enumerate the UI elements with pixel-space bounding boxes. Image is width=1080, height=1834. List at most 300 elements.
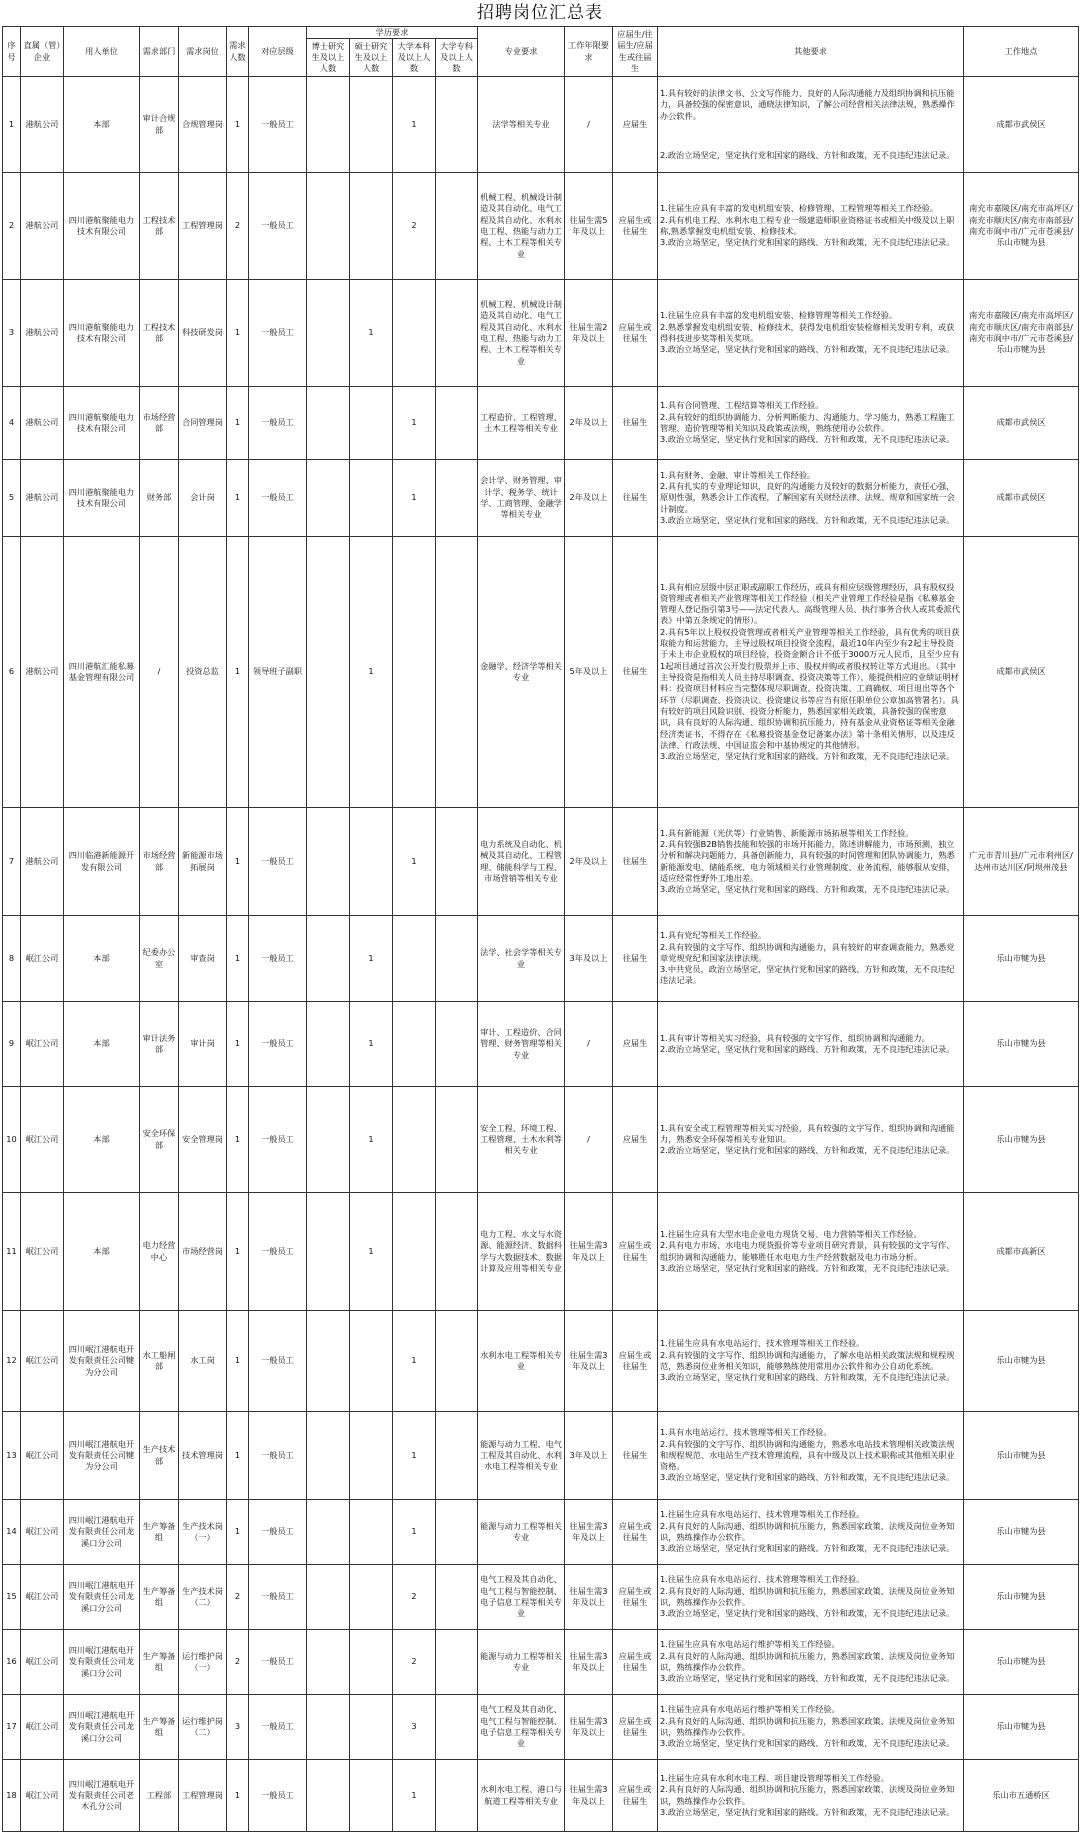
table-row	[3, 280, 1079, 387]
cell-dept: 财务部	[140, 460, 179, 537]
cell-college	[436, 173, 478, 280]
cell-employer: 四川岷江港航电开发有限责任公司龙溪口分公司	[64, 1695, 140, 1760]
cell-master	[350, 1565, 393, 1630]
requirement-line: 3.政治立场坚定，坚定执行党和国家的路线、方针和政策，无不良违纪违法记录。	[660, 1262, 955, 1273]
header-edu-group: 学历要求	[307, 27, 478, 39]
cell-college	[436, 1311, 478, 1412]
cell-level: 一般员工	[249, 173, 307, 280]
cell-position: 审查岗	[179, 916, 227, 1002]
cell-dept: 工程技术部	[140, 280, 179, 387]
cell-level: 一般员工	[249, 460, 307, 537]
cell-major: 能源与动力工程等相关专业	[478, 1500, 565, 1565]
cell-level: 一般员工	[249, 77, 307, 173]
cell-count: 2	[227, 173, 249, 280]
cell-location: 成都市武侯区	[964, 77, 1079, 173]
cell-bachelor: 3	[393, 1695, 436, 1760]
cell-count: 1	[227, 916, 249, 1002]
cell-other	[658, 1760, 964, 1832]
cell-dept: /	[140, 537, 179, 808]
cell-location: 南充市嘉陵区/南充市高坪区/南充市顺庆区/南充市南部县/南充市阆中市/广元市苍溪县/乐山市犍为县	[964, 173, 1079, 280]
header-seq: 序号	[3, 27, 21, 77]
requirement-line: 1.具有相应层级中层正职或副职工作经历，或具有相应层级管理经历，具有股权投资管理或者相关产业管理等相关工作经验（相关产业管理工作经验是指《私募基金管理人登记指引第3号——法定代表人、高级管理人员、执行事务合伙人或其委派代表》中第五条规定的情形）。	[660, 581, 960, 626]
cell-bachelor: 2	[393, 1630, 436, 1695]
cell-grad-type: 往届生	[613, 460, 658, 537]
cell-college	[436, 1193, 478, 1311]
cell-major: 机械工程、机械设计制造及其自动化、电气工程及其自动化、水利水电工程、热能与动力工程、土木工程等相关专业	[478, 280, 565, 387]
cell-count: 1	[227, 280, 249, 387]
cell-grad-type: 往届生	[613, 537, 658, 808]
cell-position: 安全管理岗	[179, 1087, 227, 1193]
cell-employer: 四川岷江港航电开发有限责任公司龙溪口分公司	[64, 1565, 140, 1630]
header-other: 其他要求	[658, 27, 964, 77]
cell-location: 乐山市犍为县	[964, 1630, 1079, 1695]
cell-grad-type: 应届生	[613, 1002, 658, 1087]
cell-phd	[307, 916, 350, 1002]
requirement-line: 2.具有良好的人际沟通、组织协调和抗压能力，熟悉国家政策、法规及岗位业务知识，熟练操作办公软件。	[660, 1520, 955, 1542]
cell-phd	[307, 1630, 350, 1695]
cell-master: 1	[350, 1193, 393, 1311]
cell-bachelor: 1	[393, 1500, 436, 1565]
cell-grad-type: 应届生或往届生	[613, 1311, 658, 1412]
cell-seq: 6	[3, 537, 21, 808]
cell-company: 港航公司	[21, 77, 64, 173]
cell-bachelor: 1	[393, 387, 436, 460]
cell-position: 工程管理岗	[179, 173, 227, 280]
recruitment-table	[2, 26, 1079, 1832]
cell-bachelor: 1	[393, 808, 436, 916]
cell-company: 港航公司	[21, 808, 64, 916]
cell-master	[350, 460, 393, 537]
cell-location: 乐山市犍为县	[964, 916, 1079, 1002]
cell-bachelor: 2	[393, 173, 436, 280]
cell-level: 一般员工	[249, 916, 307, 1002]
requirement-line: 3.政治立场坚定，坚定执行党和国家的路线、方针和政策，无不良违纪违法记录。	[660, 1738, 955, 1749]
header-major: 专业要求	[478, 27, 565, 77]
cell-master: 1	[350, 916, 393, 1002]
requirement-line: 2.具有良好的人际沟通、组织协调和抗压能力，熟悉国家政策、法规及岗位业务知识，熟练操作办公软件。	[660, 1585, 955, 1607]
requirement-line: 2.具有较强B2B销售技能和较强的市场开拓能力，陈述讲解能力，市场预测，独立分析和解决问题能力，具备创新能力，具有较强的时间管理和团队协调能力，熟悉新能源发电、储能系统、电力领域相关行业管理制度、业务流程，能够服从安排，适应经常性野外工地出差。	[660, 838, 955, 883]
table-row	[3, 1193, 1079, 1311]
requirement-line: 3.政治立场坚定，坚定执行党和国家的路线、方针和政策，无不良违纪违法记录。	[660, 237, 955, 248]
cell-company: 岷江公司	[21, 1760, 64, 1832]
requirement-line: 2.具有5年以上股权投资管理或者相关产业管理等相关工作经验，具有优秀的项目获取能力和运营能力，主导过股权项目投资全流程，最近10年内至少有2起主导投资于未上市企业股权的项目经验，投资金额合计不低于3000万元人民币，且至少应有1起项目通过首次公开发行股票并上市、股权并购或者股权转让等方式退出。（其中主导投资是指相关人员主持尽职调查、投资决策等工作），能提供相应的业绩证明材料：投资项目材料应当完整体现尽职调查、投资决策、工商确权、项目退出等各个环节（尽职调查、投资决议、投资建议书等应当有原任职单位公章加高管署名）。具有较好的项目风险识别、投资分析能力，熟悉国家相关政策，具备较强的保密意识，具有良好的人际沟通、组织协调和抗压能力，持有基金从业资格证等相关金融经济类证书，不得存在《私募投资基金登记备案办法》第十条相关情形，以及违反法律、行政法规、中国证监会和中基协规定的其他情形。	[660, 626, 960, 750]
cell-dept: 电力经营中心	[140, 1193, 179, 1311]
cell-master	[350, 1311, 393, 1412]
cell-seq: 5	[3, 460, 21, 537]
cell-company: 岷江公司	[21, 1500, 64, 1565]
cell-college	[436, 1002, 478, 1087]
table-row	[3, 916, 1079, 1002]
cell-other	[658, 280, 964, 387]
cell-seq: 17	[3, 1695, 21, 1760]
cell-dept: 生产筹备组	[140, 1500, 179, 1565]
cell-employer: 本部	[64, 1087, 140, 1193]
requirement-line: 1.往届生应具有大型水电企业电力现货交易、电力营销等相关工作经验。	[660, 1228, 922, 1239]
cell-level: 一般员工	[249, 808, 307, 916]
header-position: 需求岗位	[179, 27, 227, 77]
requirement-line: 2.具有良好的人际沟通、组织协调和抗压能力，熟悉国家政策、法规及岗位业务知识，熟练操作办公软件。	[660, 1715, 955, 1737]
cell-phd	[307, 808, 350, 916]
cell-experience: 2年及以上	[565, 460, 613, 537]
cell-major: 法学等相关专业	[478, 77, 565, 173]
requirement-line: 3.政治立场坚定，坚定执行党和国家的路线、方针和政策，无不良违纪违法记录。	[660, 751, 955, 762]
requirement-line: 2.具有良好的人际沟通、组织协调和抗压能力，熟悉国家政策、法规及岗位业务知识，熟练操作办公软件。	[660, 1650, 955, 1672]
header-row-1	[3, 27, 1079, 39]
cell-position: 运行维护岗（二）	[179, 1695, 227, 1760]
cell-employer: 四川岷江港航电开发有限责任公司犍为分公司	[64, 1311, 140, 1412]
cell-company: 岷江公司	[21, 1565, 64, 1630]
requirement-line: 3.政治立场坚定，坚定执行党和国家的路线、方针和政策，无不良违纪违法记录。	[660, 884, 955, 895]
cell-location: 成都市高新区	[964, 1193, 1079, 1311]
cell-grad-type: 往届生	[613, 1412, 658, 1500]
cell-grad-type: 应届生或往届生	[613, 1500, 658, 1565]
cell-company: 岷江公司	[21, 1412, 64, 1500]
cell-experience: 3年及以上	[565, 1412, 613, 1500]
cell-major: 工程造价、工程管理、土木工程等相关专业	[478, 387, 565, 460]
table-row	[3, 387, 1079, 460]
cell-grad-type: 应届生或往届生	[613, 1630, 658, 1695]
cell-major: 能源与动力工程、电气工程及其自动化、水利水电工程等相关专业	[478, 1412, 565, 1500]
cell-level: 领导班子副职	[249, 537, 307, 808]
cell-experience: 2年及以上	[565, 387, 613, 460]
cell-bachelor	[393, 1002, 436, 1087]
cell-major: 水利水电工程、港口与航道工程等相关专业	[478, 1760, 565, 1832]
cell-position: 科技研发岗	[179, 280, 227, 387]
cell-seq: 15	[3, 1565, 21, 1630]
cell-employer: 本部	[64, 77, 140, 173]
cell-company: 岷江公司	[21, 1695, 64, 1760]
cell-position: 水工岗	[179, 1311, 227, 1412]
cell-college	[436, 280, 478, 387]
cell-employer: 四川港航聚能电力技术有限公司	[64, 173, 140, 280]
table-row	[3, 1565, 1079, 1630]
cell-position: 合规管理岗	[179, 77, 227, 173]
header-dept: 需求部门	[140, 27, 179, 77]
cell-level: 一般员工	[249, 1760, 307, 1832]
table-row	[3, 808, 1079, 916]
cell-dept: 纪委办公室	[140, 916, 179, 1002]
cell-other	[658, 1412, 964, 1500]
cell-seq: 2	[3, 173, 21, 280]
cell-grad-type: 应届生或往届生	[613, 1695, 658, 1760]
cell-grad-type: 应届生或往届生	[613, 1565, 658, 1630]
header-phd: 博士研究生及以上人数	[307, 39, 350, 77]
requirement-line: 1.具有财务、金融、审计等相关工作经验。	[660, 469, 816, 480]
cell-company: 岷江公司	[21, 1002, 64, 1087]
cell-employer: 本部	[64, 916, 140, 1002]
cell-bachelor: 1	[393, 1412, 436, 1500]
cell-bachelor	[393, 916, 436, 1002]
cell-phd	[307, 1760, 350, 1832]
cell-master	[350, 77, 393, 173]
cell-master	[350, 1630, 393, 1695]
cell-master	[350, 1760, 393, 1832]
cell-bachelor: 2	[393, 1565, 436, 1630]
cell-company: 岷江公司	[21, 1193, 64, 1311]
requirement-line: 2.政治立场坚定，坚定执行党和国家的路线、方针和政策，无不良违纪违法记录。	[660, 149, 955, 160]
cell-master	[350, 387, 393, 460]
requirement-line: 1.往届生应具有水电站运行维护等相关工作经验。	[660, 1704, 840, 1715]
cell-position: 运行维护岗（一）	[179, 1630, 227, 1695]
cell-major: 安全工程、环境工程、工程管理、土木水利等相关专业	[478, 1087, 565, 1193]
cell-other	[658, 173, 964, 280]
cell-dept: 市场经营部	[140, 808, 179, 916]
cell-other	[658, 808, 964, 916]
cell-phd	[307, 77, 350, 173]
cell-level: 一般员工	[249, 1311, 307, 1412]
cell-phd	[307, 1311, 350, 1412]
cell-count: 1	[227, 77, 249, 173]
header-count: 需求人数	[227, 27, 249, 77]
cell-employer: 四川港航聚能电力技术有限公司	[64, 280, 140, 387]
cell-employer: 四川岷江港航电开发有限责任公司犍为分公司	[64, 1412, 140, 1500]
cell-major: 金融学、经济学等相关专业	[478, 537, 565, 808]
cell-count: 1	[227, 1500, 249, 1565]
cell-other	[658, 387, 964, 460]
cell-phd	[307, 1565, 350, 1630]
cell-count: 2	[227, 1630, 249, 1695]
cell-dept: 生产筹备组	[140, 1695, 179, 1760]
cell-grad-type: 往届生	[613, 808, 658, 916]
table-row	[3, 1002, 1079, 1087]
cell-college	[436, 460, 478, 537]
cell-position: 市场经营岗	[179, 1193, 227, 1311]
cell-location: 成都市武侯区	[964, 387, 1079, 460]
cell-level: 一般员工	[249, 1002, 307, 1087]
cell-other	[658, 1311, 964, 1412]
requirement-line: 1.具有水电站运行、技术管理等相关工作经验。	[660, 1427, 832, 1438]
header-master: 硕士研究生及以上人数	[350, 39, 393, 77]
requirement-line: 1.具有新能源（光伏等）行业销售、新能源市场拓展等相关工作经验。	[660, 827, 914, 838]
requirement-line: 1.往届生应具有水利水电工程、项目建设管理等相关工作经验。	[660, 1772, 889, 1783]
cell-bachelor	[393, 280, 436, 387]
cell-grad-type: 应届生	[613, 1087, 658, 1193]
cell-phd	[307, 280, 350, 387]
cell-count: 2	[227, 1565, 249, 1630]
requirement-line: 1.往届生应具有水电站运行、技术管理等相关工作经验。	[660, 1338, 865, 1349]
cell-location: 乐山市犍为县	[964, 1311, 1079, 1412]
header-level: 对应层级	[249, 27, 307, 77]
cell-dept: 生产技术部	[140, 1412, 179, 1500]
cell-seq: 10	[3, 1087, 21, 1193]
cell-location: 乐山市犍为县	[964, 1565, 1079, 1630]
cell-dept: 审计合规部	[140, 77, 179, 173]
cell-location: 乐山市犍为县	[964, 1002, 1079, 1087]
cell-phd	[307, 460, 350, 537]
cell-location: 乐山市犍为县	[964, 1412, 1079, 1500]
cell-company: 港航公司	[21, 387, 64, 460]
cell-count: 1	[227, 1087, 249, 1193]
cell-position: 技术管理岗	[179, 1412, 227, 1500]
cell-grad-type: 应届生或往届生	[613, 173, 658, 280]
cell-position: 合同管理岗	[179, 387, 227, 460]
requirement-line: 1.往届生应具有丰富的发电机组安装、检修管理、工程管理等相关工作经验。	[660, 203, 939, 214]
cell-bachelor	[393, 1087, 436, 1193]
cell-experience: 2年及以上	[565, 808, 613, 916]
cell-experience: 往届生需3年及以上	[565, 1695, 613, 1760]
cell-company: 港航公司	[21, 460, 64, 537]
cell-seq: 3	[3, 280, 21, 387]
cell-employer: 四川临港新能源开发有限公司	[64, 808, 140, 916]
cell-bachelor: 1	[393, 77, 436, 173]
cell-experience: 往届生需3年及以上	[565, 1500, 613, 1565]
cell-seq: 14	[3, 1500, 21, 1565]
cell-dept: 水工船闸部	[140, 1311, 179, 1412]
cell-college	[436, 808, 478, 916]
cell-phd	[307, 1412, 350, 1500]
cell-count: 1	[227, 537, 249, 808]
cell-employer: 本部	[64, 1193, 140, 1311]
cell-phd	[307, 1695, 350, 1760]
page-title: 招聘岗位汇总表	[477, 3, 603, 23]
cell-level: 一般员工	[249, 1193, 307, 1311]
cell-experience: 往届生需3年及以上	[565, 1193, 613, 1311]
cell-bachelor: 1	[393, 1311, 436, 1412]
cell-experience: 往届生需3年及以上	[565, 1565, 613, 1630]
cell-company: 岷江公司	[21, 1311, 64, 1412]
cell-count: 1	[227, 1193, 249, 1311]
cell-phd	[307, 1193, 350, 1311]
cell-level: 一般员工	[249, 1412, 307, 1500]
cell-employer: 四川岷江港航电开发有限责任公司龙溪口分公司	[64, 1500, 140, 1565]
header-location: 工作地点	[964, 27, 1079, 77]
cell-company: 港航公司	[21, 537, 64, 808]
header-experience: 工作年限要求	[565, 27, 613, 77]
requirement-line: 1.具有党纪等相关工作经验。	[660, 930, 767, 941]
cell-count: 1	[227, 1412, 249, 1500]
cell-count: 1	[227, 1760, 249, 1832]
requirement-line: 1.具有安全或工程管理等相关实习经验，具有较强的文字写作、组织协调和沟通能力，熟悉安全环保等相关专业知识。	[660, 1122, 955, 1144]
requirement-line: 1.具有合同管理、工程结算等相关工作经验。	[660, 400, 824, 411]
cell-dept: 工程部	[140, 1760, 179, 1832]
requirement-line: 3.政治立场坚定，坚定执行党和国家的路线、方针和政策，无不良违纪违法记录。	[660, 1543, 955, 1554]
header-employer: 用人单位	[64, 27, 140, 77]
cell-bachelor	[393, 1193, 436, 1311]
cell-seq: 11	[3, 1193, 21, 1311]
cell-college	[436, 77, 478, 173]
cell-count: 1	[227, 1311, 249, 1412]
requirement-line: 3.政治立场坚定，坚定执行党和国家的路线、方针和政策，无不良违纪违法记录。	[660, 434, 955, 445]
requirement-line: 2.具有扎实的专业理论知识，良好的沟通能力及较好的数据分析能力，责任心强，原则性强，熟悉会计工作流程，了解国家有关财经法律、法规、规章和国家统一会计制度。	[660, 481, 955, 514]
requirement-line: 2.具有较强的文字写作、组织协调和沟通能力，了解水电站相关政策法规和规程规范，熟悉岗位业务相关知识，能够熟练使用常用办公软件和办公自动化系统。	[660, 1349, 955, 1371]
cell-other	[658, 1500, 964, 1565]
cell-experience: /	[565, 1087, 613, 1193]
requirement-line: 3.政治立场坚定，坚定执行党和国家的路线、方针和政策，无不良违纪违法记录。	[660, 1372, 955, 1383]
table-row	[3, 460, 1079, 537]
cell-college	[436, 916, 478, 1002]
cell-seq: 8	[3, 916, 21, 1002]
cell-dept: 生产筹备组	[140, 1565, 179, 1630]
cell-location: 乐山市五通桥区	[964, 1760, 1079, 1832]
cell-phd	[307, 1087, 350, 1193]
table-row	[3, 1630, 1079, 1695]
cell-experience: 往届生需3年及以上	[565, 1311, 613, 1412]
cell-college	[436, 1695, 478, 1760]
cell-grad-type: 往届生	[613, 916, 658, 1002]
cell-other	[658, 1630, 964, 1695]
cell-major: 机械工程、机械设计制造及其自动化、电气工程及其自动化、水利水电工程、热能与动力工程、土木工程等相关专业	[478, 173, 565, 280]
cell-master	[350, 173, 393, 280]
cell-seq: 7	[3, 808, 21, 916]
table-row	[3, 537, 1079, 808]
cell-college	[436, 1412, 478, 1500]
cell-company: 港航公司	[21, 280, 64, 387]
cell-level: 一般员工	[249, 1695, 307, 1760]
cell-count: 1	[227, 808, 249, 916]
cell-dept: 生产筹备组	[140, 1630, 179, 1695]
cell-experience: 往届生需3年及以上	[565, 1630, 613, 1695]
cell-experience: 3年及以上	[565, 916, 613, 1002]
requirement-line: 2.熟悉掌握发电机组安装、检修技术，获得发电机组安装检修相关发明专利，或获得科技进步奖等相关奖项。	[660, 321, 955, 343]
cell-company: 岷江公司	[21, 916, 64, 1002]
cell-master: 1	[350, 1002, 393, 1087]
cell-location: 乐山市犍为县	[964, 1695, 1079, 1760]
cell-college	[436, 1565, 478, 1630]
cell-count: 3	[227, 1695, 249, 1760]
cell-phd	[307, 1500, 350, 1565]
cell-position: 审计岗	[179, 1002, 227, 1087]
cell-seq: 18	[3, 1760, 21, 1832]
cell-grad-type: 往届生	[613, 387, 658, 460]
cell-location: 成都市武侯区	[964, 460, 1079, 537]
requirement-line: 3.政治立场坚定，坚定执行党和国家的路线、方针和政策，无不良违纪违法记录。	[660, 1673, 955, 1684]
cell-location: 南充市嘉陵区/南充市高坪区/南充市顺庆区/南充市南部县/南充市阆中市/广元市苍溪县/乐山市犍为县	[964, 280, 1079, 387]
cell-other	[658, 537, 964, 808]
cell-count: 1	[227, 460, 249, 537]
cell-major: 电气工程及其自动化、电气工程与智能控制、电子信息工程等相关专业	[478, 1695, 565, 1760]
cell-grad-type: 应届生	[613, 77, 658, 173]
cell-position: 会计岗	[179, 460, 227, 537]
cell-college	[436, 537, 478, 808]
cell-grad-type: 应届生或往届生	[613, 280, 658, 387]
cell-location: 乐山市犍为县	[964, 1087, 1079, 1193]
cell-location: 乐山市犍为县	[964, 1500, 1079, 1565]
cell-experience: /	[565, 77, 613, 173]
cell-phd	[307, 173, 350, 280]
cell-major: 电力工程、水文与水资源、能源经济、数据科学与大数据技术、数据计算及应用等相关专业	[478, 1193, 565, 1311]
cell-college	[436, 387, 478, 460]
cell-grad-type: 应届生或往届生	[613, 1760, 658, 1832]
requirement-line: 3.政治立场坚定，坚定执行党和国家的路线、方针和政策，无不良违纪违法记录。	[660, 1806, 955, 1817]
cell-master: 1	[350, 280, 393, 387]
requirement-line: 2.具有电力市场、水电电力现货报价等专业项目研究背景，具有较强的文字写作、组织协调和沟通能力，能够胜任水电电力生产经营数据及电力市场分析。	[660, 1240, 955, 1262]
cell-level: 一般员工	[249, 1565, 307, 1630]
cell-company: 港航公司	[21, 173, 64, 280]
cell-position: 生产技术岗（二）	[179, 1565, 227, 1630]
cell-grad-type: 应届生或往届生	[613, 1193, 658, 1311]
cell-experience: 往届生需5年及以上	[565, 173, 613, 280]
cell-seq: 9	[3, 1002, 21, 1087]
cell-other	[658, 1087, 964, 1193]
cell-level: 一般员工	[249, 387, 307, 460]
cell-employer: 四川岷江港航电开发有限责任公司老木孔分公司	[64, 1760, 140, 1832]
cell-dept: 安全环保部	[140, 1087, 179, 1193]
cell-experience: 往届生需2年及以上	[565, 280, 613, 387]
cell-level: 一般员工	[249, 1087, 307, 1193]
header-grad-type: 应届生/往届生/应届生或往届生	[613, 27, 658, 77]
requirement-line: 1.具有审计等相关实习经验，具有较强的文字写作、组织协调和沟通能力。	[660, 1032, 930, 1043]
cell-seq: 16	[3, 1630, 21, 1695]
cell-bachelor: 1	[393, 460, 436, 537]
cell-other	[658, 77, 964, 173]
requirement-line: 1.往届生应具有水电站运行、技术管理等相关工作经验。	[660, 1574, 865, 1585]
cell-employer: 本部	[64, 1002, 140, 1087]
cell-seq: 1	[3, 77, 21, 173]
requirement-line: 2.具有较好的组织协调能力、分析判断能力、沟通能力、学习能力，熟悉工程施工管理、造价管理等相关知识及政策或法规，熟练使用办公软件。	[660, 411, 955, 433]
cell-master	[350, 1500, 393, 1565]
cell-major: 能源与动力工程等相关专业	[478, 1630, 565, 1695]
cell-college	[436, 1500, 478, 1565]
